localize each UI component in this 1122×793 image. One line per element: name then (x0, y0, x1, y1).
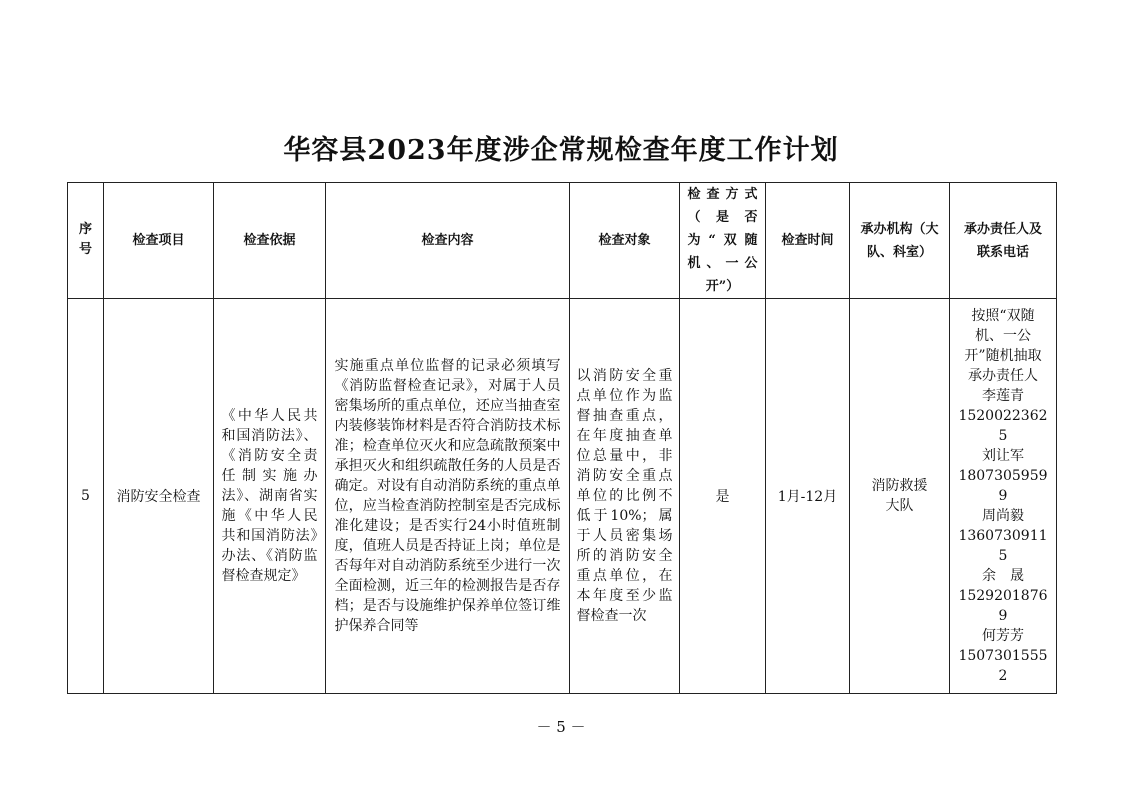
contact-name: 刘让军 (982, 448, 1024, 464)
header-org: 承办机构（大队、科室） (850, 183, 950, 299)
contact-name: 何芳芳 (982, 628, 1024, 644)
contact-phone: 18073059599 (958, 468, 1048, 504)
cell-method: 是 (680, 299, 766, 694)
cell-basis: 《中华人民共和国消防法》、《消防安全责任制实施办法》、湖南省实施《中华人民共和国消防法》办法、《消防监督检查规定》 (214, 299, 326, 694)
person-intro: 按照“双随机、一公开”随机抽取承办责任人 (964, 308, 1042, 384)
header-seq: 序号 (68, 183, 104, 299)
cell-target: 以消防安全重点单位作为监督抽查重点，在年度抽查单位总量中，非消防安全重点单位的比例不低于10%；属于人员密集场所的消防安全重点单位，在本年度至少监督检查一次 (570, 299, 680, 694)
header-item: 检查项目 (104, 183, 214, 299)
contact-name: 余 晟 (982, 568, 1024, 584)
contact-name: 周尚毅 (982, 508, 1024, 524)
contact-name: 李莲青 (982, 388, 1024, 404)
contact-phone: 13607309115 (958, 528, 1048, 564)
contact-phone: 15200223625 (958, 408, 1048, 444)
contact-phone: 15292018769 (958, 588, 1048, 624)
table-row (68, 299, 1057, 694)
cell-seq: 5 (68, 299, 104, 694)
document-title: 华容县2023年度涉企常规检查年度工作计划 (283, 135, 839, 166)
header-content: 检查内容 (326, 183, 570, 299)
header-person: 承办责任人及联系电话 (950, 183, 1057, 299)
page-number: － 5 － (536, 718, 586, 736)
header-basis: 检查依据 (214, 183, 326, 299)
inspection-plan-table (67, 182, 1057, 694)
table-header-row (68, 183, 1057, 299)
header-time: 检查时间 (766, 183, 850, 299)
contact-phone: 15073015552 (958, 648, 1048, 684)
cell-org: 消防救援大队 (850, 299, 950, 694)
cell-person (950, 299, 1057, 694)
cell-content: 实施重点单位监督的记录必须填写《消防监督检查记录》，对属于人员密集场所的重点单位，还应当抽查室内装修装饰材料是否符合消防技术标准；检查单位灭火和应急疏散预案中承担灭火和组织疏散任务的人员是否确定。对设有自动消防系统的重点单位，应当检查消防控制室是否完成标准化建设；是否实行24小时值班制度，值班人员是否持证上岗；单位是否每年对自动消防系统至少进行一次全面检测，近三年的检测报告是否存档；是否与设施维护保养单位签订维护保养合同等 (326, 299, 570, 694)
responsible-persons (958, 306, 1048, 686)
cell-item: 消防安全检查 (104, 299, 214, 694)
header-target: 检查对象 (570, 183, 680, 299)
cell-time: 1月-12月 (766, 299, 850, 694)
header-method: 检查方式（是否为“双随机、一公开”） (680, 183, 766, 299)
